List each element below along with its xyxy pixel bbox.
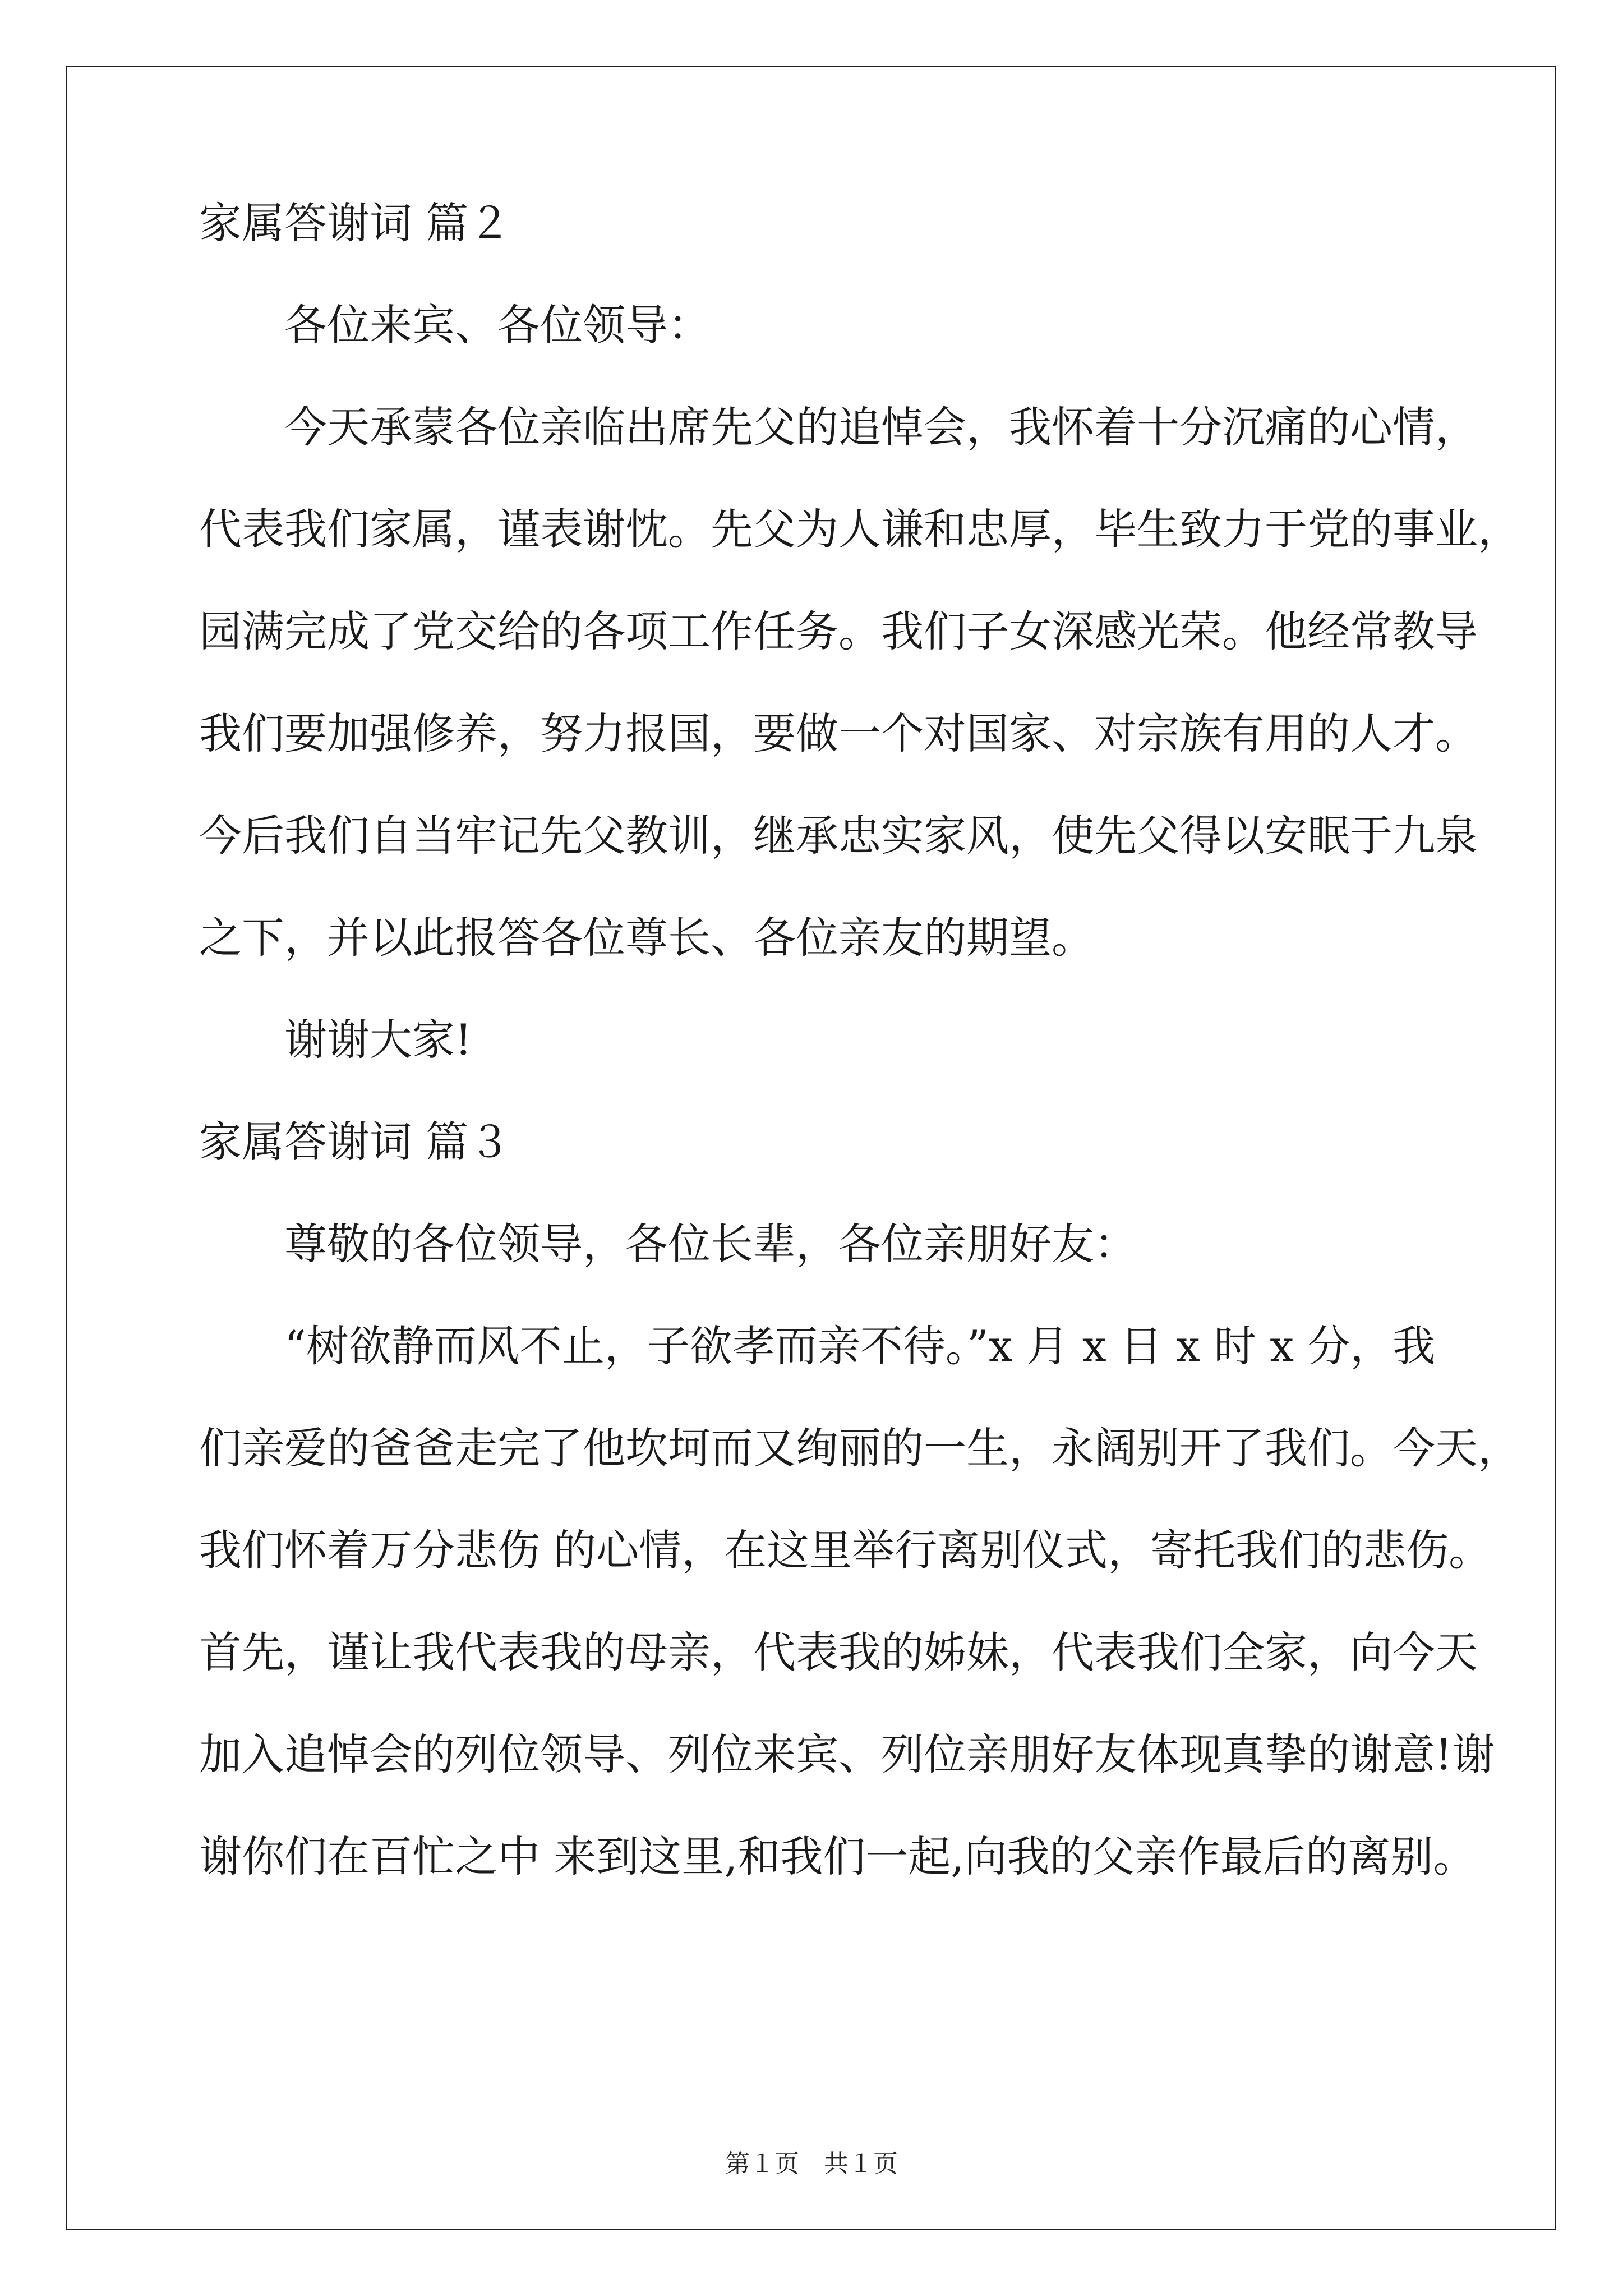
page-number-footer: 第１页 共１页 — [725, 2150, 898, 2178]
paragraph-line: 今天承蒙各位亲临出席先父的追悼会，我怀着十分沉痛的心情， — [284, 402, 1478, 452]
paragraph-line: 之下，并以此报答各位尊长、各位亲友的期望。 — [199, 913, 1094, 963]
salutation: 各位来宾、各位领导： — [284, 300, 711, 350]
section-heading: 家属答谢词 篇３ — [199, 1117, 511, 1167]
section-heading: 家属答谢词 篇２ — [199, 198, 511, 248]
paragraph-line: 加入追悼会的列位领导、列位来宾、列位亲朋好友体现真挚的谢意!谢 — [199, 1729, 1495, 1779]
paragraph-line: 代表我们家属，谨表谢忱。先父为人谦和忠厚，毕生致力于党的事业， — [199, 504, 1520, 554]
closing-line: 谢谢大家! — [284, 1015, 472, 1065]
paragraph-line: 谢你们在百忙之中 来到这里,和我们一起,向我的父亲作最后的离别。 — [199, 1832, 1476, 1881]
salutation: 尊敬的各位领导，各位长辈，各位亲朋好友： — [284, 1219, 1137, 1269]
paragraph-line: 我们怀着万分悲伤 的心情，在这里举行离别仪式，寄托我们的悲伤。 — [199, 1525, 1492, 1575]
document-body — [199, 198, 1520, 1938]
paragraph-line: 园满完成了党交给的各项工作任务。我们子女深感光荣。他经常教导 — [199, 606, 1478, 656]
paragraph-line: “树欲静而风不止，子欲孝而亲不待。”x 月 x 日 x 时 x 分，我 — [284, 1321, 1436, 1371]
paragraph-line: 首先，谨让我代表我的母亲，代表我的姊妹，代表我们全家，向今天 — [199, 1627, 1478, 1677]
paragraph-line: 今后我们自当牢记先父教训，继承忠实家风，使先父得以安眠于九泉 — [199, 811, 1478, 861]
paragraph-line: 我们要加强修养，努力报国，要做一个对国家、对宗族有用的人才。 — [199, 708, 1478, 758]
paragraph-line: 们亲爱的爸爸走完了他坎坷而又绚丽的一生，永阔别开了我们。今天， — [199, 1423, 1520, 1473]
